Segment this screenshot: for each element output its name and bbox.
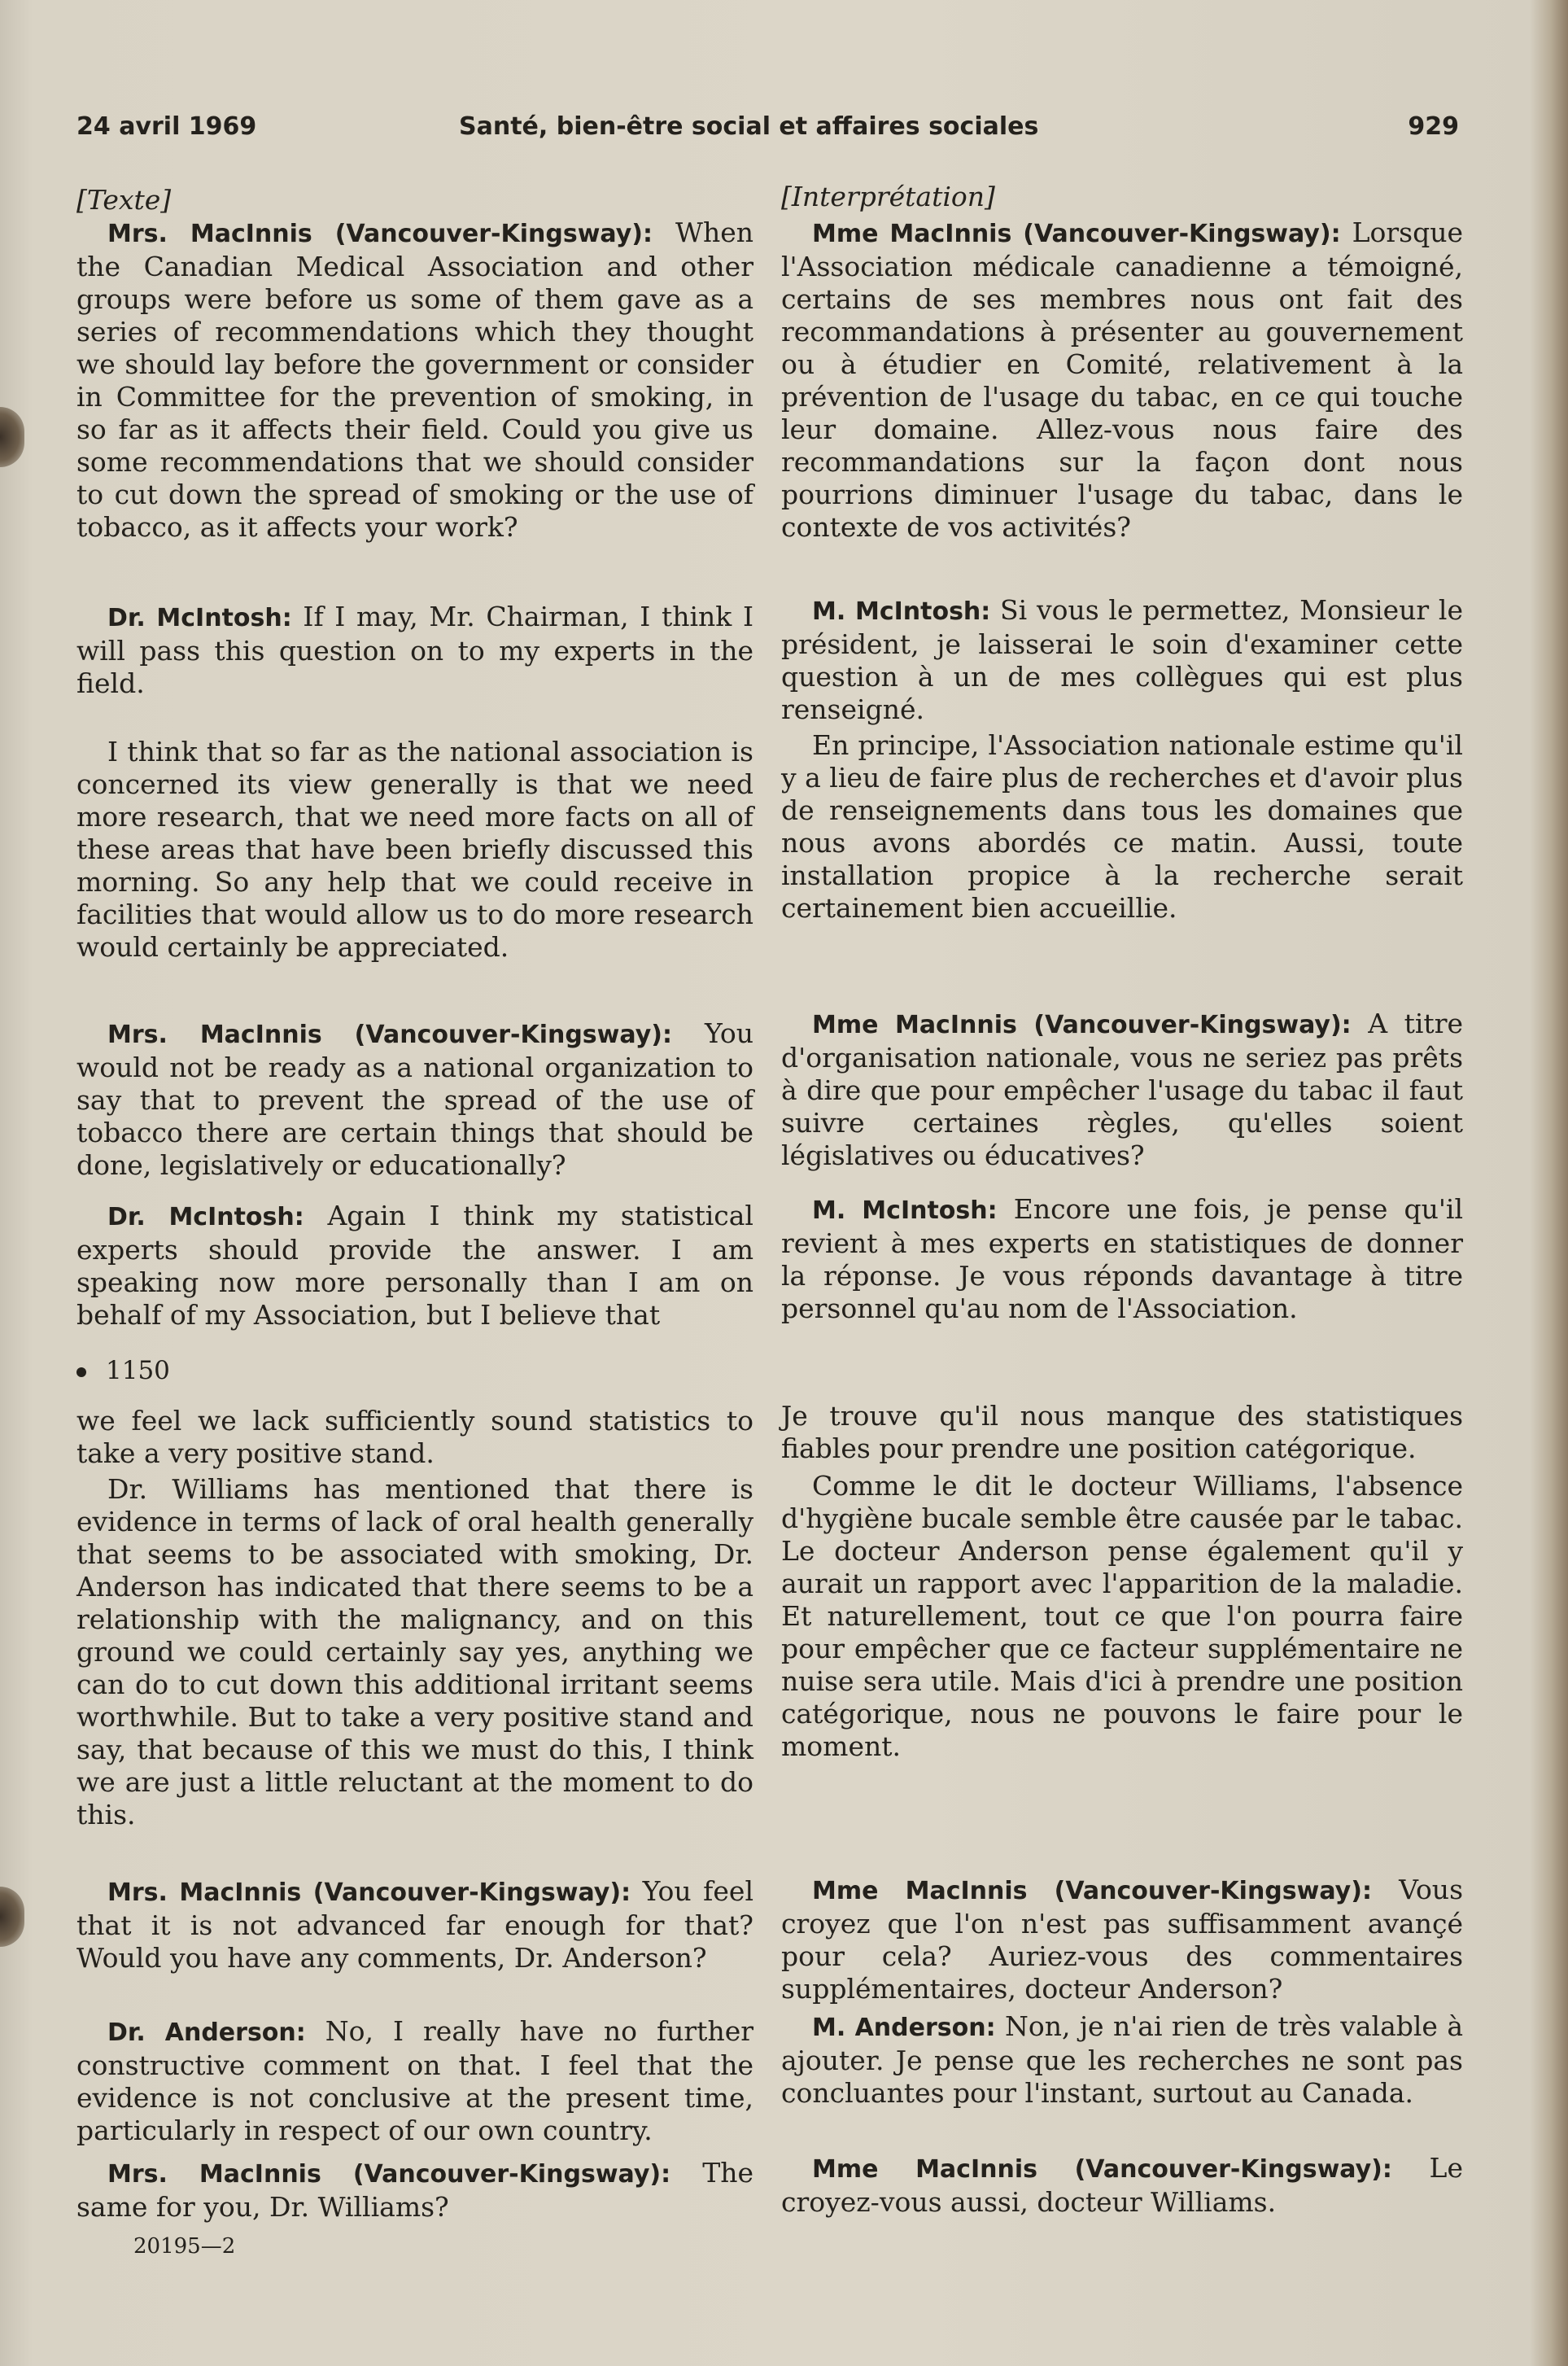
- speaker-name: Dr. McIntosh:: [107, 1203, 304, 1231]
- paragraph: I think that so far as the national association is concerned its view generally is that we need more research, that we need more facts on all of these areas that have been briefly discussed this morning. So any help that we could receive in facilities that would allow us to do more research would certainly be appreciated.: [76, 736, 753, 963]
- paragraph: Mme MacInnis (Vancouver-Kingsway): Vous croyez que l'on n'est pas suffisamment avançé pour cela? Auriez-vous des commentaires supplémentaires, docteur Anderson?: [781, 1874, 1463, 2005]
- bullet-icon: [76, 1367, 86, 1377]
- page-number: 929: [1408, 112, 1459, 141]
- binder-hole-top: [0, 407, 24, 467]
- paragraph: Mrs. MacInnis (Vancouver-Kingsway): You feel that it is not advanced far enough for that? Would you have any comments, Dr. Anderson?: [76, 1875, 753, 1974]
- paragraph: we feel we lack sufficiently sound statistics to take a very positive stand.: [76, 1405, 753, 1469]
- paragraph: Je trouve qu'il nous manque des statistiques fiables pour prendre une position catégorique.: [781, 1400, 1463, 1464]
- speaker-name: Mme MacInnis (Vancouver-Kingsway):: [812, 1011, 1352, 1039]
- paragraph: M. McIntosh: Si vous le permettez, Monsieur le président, je laisserai le soin d'examiner cette question à un de mes collègues qui est plus renseigné.: [781, 594, 1463, 725]
- paragraph: Mme MacInnis (Vancouver-Kingsway): Lorsque l'Association médicale canadienne a témoigné, certains de ses membres nous ont fait des recommandations à présenter au gouvernement ou à étudier en Comité, relativement à la prévention de l'usage du tabac, en ce qui touche leur domaine. Allez-vous nous faire des recommandations sur la façon dont nous pourrions diminuer l'usage du tabac, dans le contexte de vos activités?: [781, 216, 1463, 543]
- speaker-name: M. McIntosh:: [812, 1196, 998, 1225]
- speaker-name: Mrs. MacInnis (Vancouver-Kingsway):: [107, 220, 653, 248]
- folio-number: 20195—2: [133, 2234, 236, 2259]
- speaker-name: Mme MacInnis (Vancouver-Kingsway):: [812, 220, 1341, 248]
- speaker-name: M. McIntosh:: [812, 597, 991, 626]
- speaker-name: Dr. McIntosh:: [107, 604, 292, 632]
- paragraph: M. Anderson: Non, je n'ai rien de très valable à ajouter. Je pense que les recherches ne sont pas concluantes pour l'instant, surtout au Canada.: [781, 2010, 1463, 2109]
- paragraph: Dr. Williams has mentioned that there is evidence in terms of lack of oral health generally that seems to be associated with smoking, Dr. Anderson has indicated that there seems to be a relationship with the malignancy, and on this ground we could certainly say yes, anything we can do to cut down this additional irritant seems worthwhile. But to take a very positive stand and say, that because of this we must do this, I think we are just a little reluctant at the moment to do this.: [76, 1473, 753, 1830]
- speaker-name: Mme MacInnis (Vancouver-Kingsway):: [812, 1877, 1372, 1905]
- interpretation-tag: [Interprétation]: [781, 181, 995, 212]
- header-title: Santé, bien-être social et affaires sociales: [459, 112, 1039, 141]
- paragraph: Mrs. MacInnis (Vancouver-Kingsway): The same for you, Dr. Williams?: [76, 2157, 753, 2223]
- speaker-name: Mrs. MacInnis (Vancouver-Kingsway):: [107, 1878, 631, 1907]
- paragraph: Mrs. MacInnis (Vancouver-Kingsway): You would not be ready as a national organization to say that to prevent the spread of the use of tobacco there are certain things that should be done, legislatively or educationally?: [76, 1017, 753, 1181]
- paragraph: Mme MacInnis (Vancouver-Kingsway): Le croyez-vous aussi, docteur Williams.: [781, 2152, 1463, 2218]
- paragraph: En principe, l'Association nationale estime qu'il y a lieu de faire plus de recherches et d'avoir plus de renseignements dans tous les domaines que nous avons abordés ce matin. Aussi, toute installation propice à la recherche serait certainement bien accueillie.: [781, 729, 1463, 924]
- header-date: 24 avril 1969: [76, 112, 257, 141]
- paragraph: Comme le dit le docteur Williams, l'absence d'hygiène bucale semble être causée par le tabac. Le docteur Anderson pense également qu'il y aurait un rapport avec l'apparition de la maladie. Et naturellement, tout ce que l'on pourra faire pour empêcher que ce facteur supplémentaire ne nuise sera utile. Mais d'ici à prendre une position catégorique, nous ne pouvons le faire pour le moment.: [781, 1470, 1463, 1762]
- paragraph: M. McIntosh: Encore une fois, je pense qu'il revient à mes experts en statistiques de donner la réponse. Je vous réponds davantage à titre personnel qu'au nom de l'Association.: [781, 1193, 1464, 1324]
- speaker-name: Mrs. MacInnis (Vancouver-Kingsway):: [107, 2160, 671, 2189]
- binder-hole-bottom: [0, 1887, 24, 1947]
- english-column: [76, 0, 753, 2366]
- paragraph: Mrs. MacInnis (Vancouver-Kingsway): When the Canadian Medical Association and other groups were before us some of them gave as a series of recommendations which they thought we should lay before the government or consider in Committee for the prevention of smoking, in so far as it affects their field. Could you give us some recommendations that we should consider to cut down the spread of smoking or the use of tobacco, as it affects your work?: [76, 216, 754, 543]
- time-marker: 1150: [76, 1354, 170, 1387]
- paragraph: Dr. McIntosh: Again I think my statistical experts should provide the answer. I am speaking now more personally than I am on behalf of my Association, but I believe that: [76, 1200, 753, 1331]
- speaker-name: Mrs. MacInnis (Vancouver-Kingsway):: [107, 1021, 672, 1049]
- speaker-name: Dr. Anderson:: [107, 2018, 306, 2047]
- text-tag-english: [Texte]: [76, 184, 172, 216]
- french-column: [781, 0, 1463, 2366]
- speaker-name: Mme MacInnis (Vancouver-Kingsway):: [812, 2155, 1392, 2184]
- speaker-name: M. Anderson:: [812, 2014, 996, 2042]
- paragraph: Dr. Anderson: No, I really have no further constructive comment on that. I feel that the evidence is not conclusive at the present time, particularly in respect of our own country.: [76, 2015, 753, 2146]
- paragraph: Mme MacInnis (Vancouver-Kingsway): A titre d'organisation nationale, vous ne seriez pas prêts à dire que pour empêcher l'usage du tabac il faut suivre certaines règles, qu'elles soient législatives ou éducatives?: [781, 1008, 1463, 1171]
- paragraph: Dr. McIntosh: If I may, Mr. Chairman, I think I will pass this question on to my experts in the field.: [76, 601, 753, 699]
